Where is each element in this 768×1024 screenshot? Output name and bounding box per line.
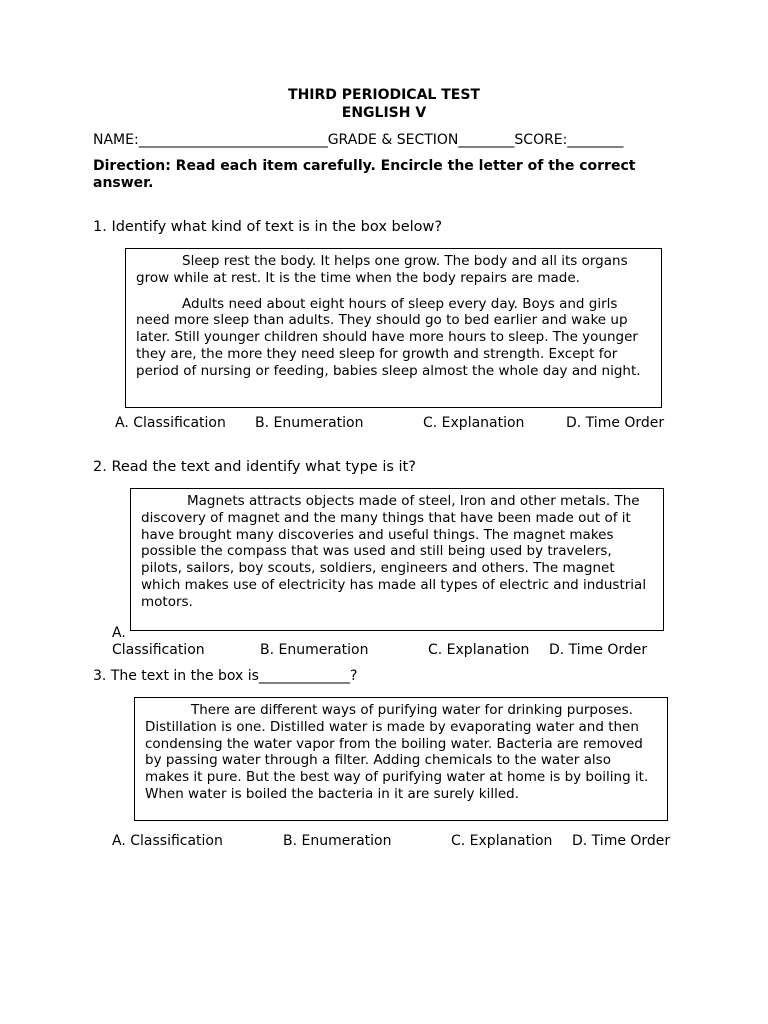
q1-option-a[interactable]: A. Classification	[115, 415, 226, 431]
q2-option-b[interactable]: B. Enumeration	[260, 642, 369, 658]
q2-option-a-text[interactable]: Classification	[112, 642, 205, 658]
q3-option-c[interactable]: C. Explanation	[451, 833, 553, 849]
q2-option-d[interactable]: D. Time Order	[549, 642, 648, 658]
question-2: 2. Read the text and identify what type is it?	[93, 459, 416, 475]
q3-text-box	[134, 697, 668, 821]
q3-paragraph: There are different ways of purifying water for drinking purposes. Distillation is one. Distilled water is made by evaporating water and then condensing the water vapor from the boiling water. Bacteria are removed by passing water through a filter. Adding chemicals to the water also makes it pure. But the best way of purifying water at home is by boiling it. When water is boiled the bacteria in it are surely killed.	[145, 702, 649, 802]
q3-option-b[interactable]: B. Enumeration	[283, 833, 392, 849]
q1-paragraph-1: Sleep rest the body. It helps one grow. The body and all its organs grow while at rest. It is the time when the body repairs are made.	[136, 253, 628, 286]
q2-option-c[interactable]: C. Explanation	[428, 642, 530, 658]
test-title: THIRD PERIODICAL TEST	[288, 87, 480, 103]
q1-option-c[interactable]: C. Explanation	[423, 415, 525, 431]
q1-option-b[interactable]: B. Enumeration	[255, 415, 364, 431]
q1-paragraph-2: Adults need about eight hours of sleep every day. Boys and girls need more sleep than adults. They should go to bed earlier and wake up later. Still younger children should have more hours to sleep. The younger they are, the more they need sleep for growth and strength. Except for period of nursing or feeding, babies sleep almost the whole day and night.	[136, 295, 641, 379]
q3-option-d[interactable]: D. Time Order	[572, 833, 671, 849]
info-line: NAME:___________________________GRADE & SECTION________SCORE:________	[93, 132, 624, 148]
q3-option-a[interactable]: A. Classification	[112, 833, 223, 849]
question-3: 3. The text in the box is_____________?	[93, 668, 358, 684]
q2-option-a-letter[interactable]: A.	[112, 625, 126, 641]
q2-text-box	[130, 488, 664, 631]
direction: Direction: Read each item carefully. Encircle the letter of the correct answer.	[93, 158, 636, 191]
q2-paragraph: Magnets attracts objects made of steel, Iron and other metals. The discovery of magnet and the many things that have been made out of it have brought many discoveries and useful things. The magnet makes possible the compass that was used and still being used by travelers, pilots, sailors, boy scouts, soldiers, engineers and others. The magnet which makes use of electricity has made all types of electric and industrial motors.	[141, 493, 647, 610]
q1-text-box	[125, 248, 662, 408]
test-subtitle: ENGLISH V	[341, 105, 427, 121]
q1-option-d[interactable]: D. Time Order	[566, 415, 665, 431]
question-1: 1. Identify what kind of text is in the box below?	[93, 219, 443, 235]
